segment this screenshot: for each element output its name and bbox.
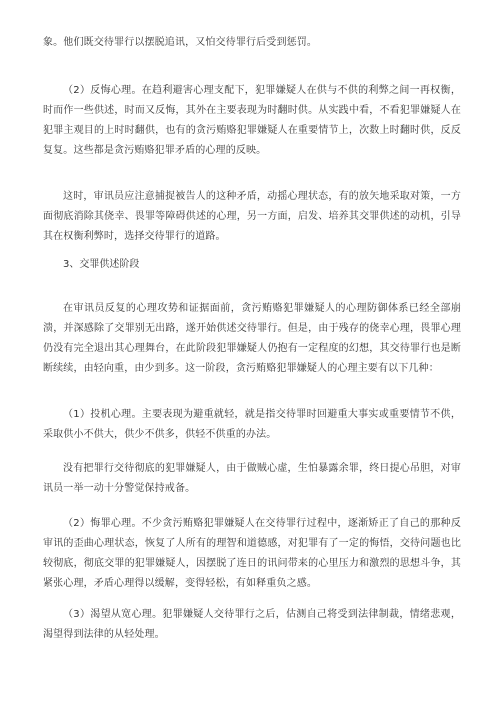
paragraph-repentance-psychology: （2）悔罪心理。不少贪污贿赂犯罪嫌疑人在交待罪行过程中，逐渐矫正了自己的那种反审讯的歪曲心理状态，恢复了人所有的理智和道德感，对犯罪有了一定的悔悟，交待问题也比较彻底，彻底交罪的犯罪嫌疑人，因摆脱了连日的讯问带来的心里压力和激烈的思想斗争，其紧张心理，矛盾心理得以缓解，变得轻松，有如释重负之感。 — [43, 518, 461, 589]
paragraph-speculative-psychology: （1）投机心理。主要表现为避重就轻，就是指交待罪时回避重大事实或重要情节不供，采取供小不供大，供少不供多，供轻不供重的办法。 — [43, 409, 461, 440]
paragraph-regret-psychology: （2）反悔心理。在趋利避害心理支配下，犯罪嫌疑人在供与不供的利弊之间一再权衡，时而作一些供述，时而又反悔，其外在主要表现为时翻时供。从实践中看，不看犯罪嫌疑人在犯罪主观目的上时时翻供，也有的贪污贿赂犯罪嫌疑人在重要情节上，次数上时翻时供，反反复复。这些都是贪污贿赂犯罪矛盾的心理的反映。 — [43, 85, 461, 156]
paragraph-incomplete-confession: 没有把罪行交待彻底的犯罪嫌疑人，由于做贼心虚，生怕暴露余罪，终日提心吊胆，对审讯员一举一动十分警觉保持戒备。 — [43, 463, 461, 494]
paragraph-confession-stage: 在审讯员反复的心理攻势和证据面前，贪污贿赂犯罪嫌疑人的心理防御体系已经全部崩溃，并深感除了交罪别无出路，遂开始供述交待罪行。但是，由于残存的侥幸心理，畏罪心理仍没有完全退出其心理舞台，在此阶段犯罪嫌疑人仍抱有一定程度的幻想，其交待罪行也是断断续续，由轻向重，由少到多。这一阶段，贪污贿赂犯罪嫌疑人的心理主要有以下几种： — [43, 303, 461, 374]
paragraph-intro-continuation: 象。他们既交待罪行以摆脱追讯，又怕交待罪行后受到惩罚。 — [43, 37, 318, 48]
paragraph-leniency-psychology: （3）渴望从宽心理。犯罪嫌疑人交待罪行之后，估测自己将受到法律制裁，情绪悲观，渴望得到法律的从轻处理。 — [43, 609, 461, 640]
paragraph-interrogator-strategy: 这时，审讯员应注意捕捉被告人的这种矛盾，动摇心理状态，有的放矢地采取对策，一方面彻底消除其侥幸、畏罪等障碍供述的心理，另一方面，启发、培养其交罪供述的动机，引导其在权衡利弊时，选择交待罪行的道路。 — [43, 191, 461, 242]
section-heading-confession-stage: 3、交罪供述阶段 — [63, 259, 140, 270]
